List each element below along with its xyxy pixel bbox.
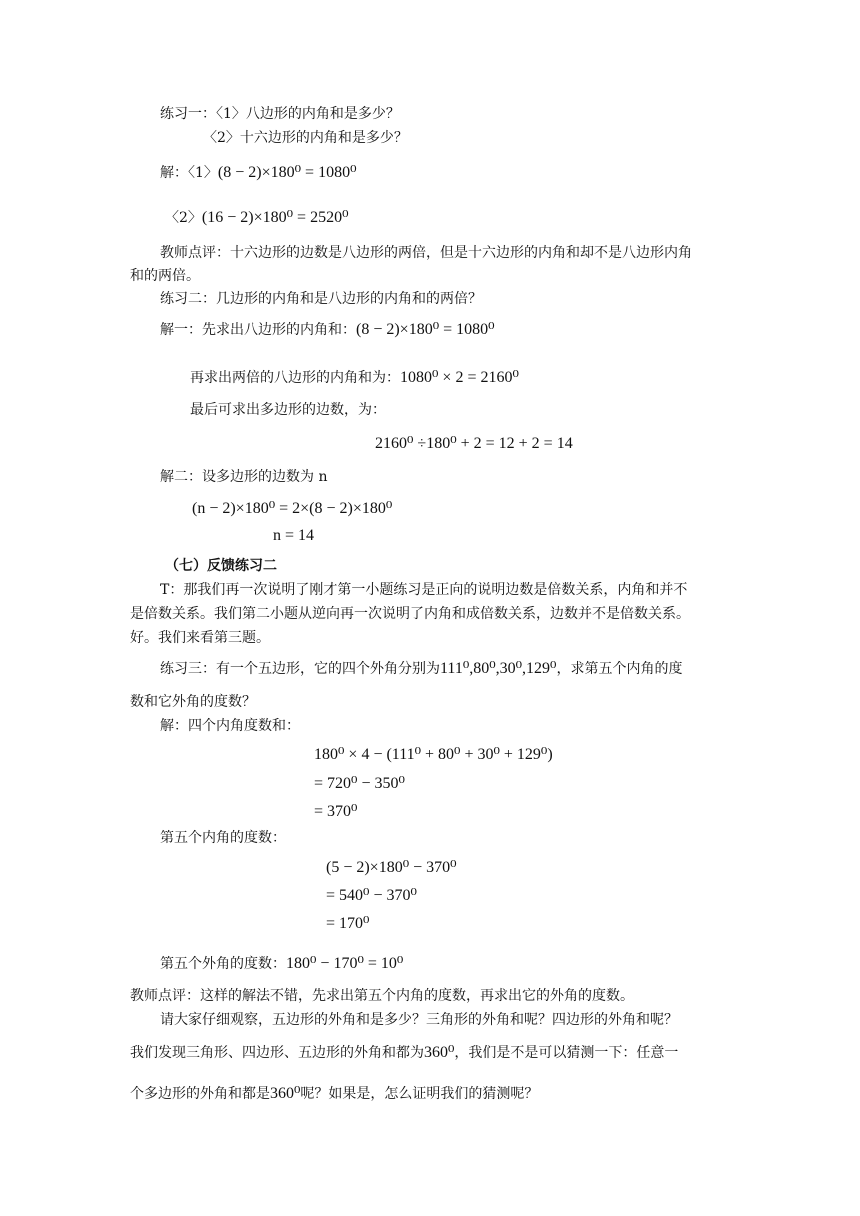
solution1-label: 解：〈1〉 xyxy=(160,165,218,181)
conclusion-line1-end: ，我们是不是可以猜测一下：任意一 xyxy=(454,1045,679,1061)
conclusion-line2-text: 个多边形的外角和都是 xyxy=(130,1086,270,1102)
exercise3-sum-math2: = 720⁰ − 350⁰ xyxy=(314,775,405,792)
exercise3-sum-math1: 180⁰ × 4 − (111⁰ + 80⁰ + 30⁰ + 129⁰) xyxy=(314,746,553,763)
exercise3-sum-math3: = 370⁰ xyxy=(314,803,358,820)
exercise1-q2: 〈2〉十六边形的内角和是多少？ xyxy=(203,130,408,146)
exercise3-fifth-exterior xyxy=(160,954,403,974)
conclusion-line1-math: 360⁰ xyxy=(424,1044,455,1061)
solution1-step2-label: 再求出两倍的八边形的内角和为： xyxy=(190,370,400,386)
conclusion-line1-text: 我们发现三角形、四边形、五边形的外角和都为 xyxy=(130,1045,424,1061)
solution1-math: (8 − 2)×180⁰ = 1080⁰ xyxy=(217,164,357,181)
section7-heading: （七）反馈练习二 xyxy=(165,558,277,574)
exercise3-q-angles: 111⁰,80⁰,30⁰,129⁰ xyxy=(440,660,557,677)
exercise2-question: 练习二：几边形的内角和是八边形的内角和的两倍？ xyxy=(160,291,482,307)
conclusion-line2 xyxy=(130,1084,538,1104)
exercise3-question-line1 xyxy=(160,659,682,679)
fifth-exterior-label: 第五个外角的度数： xyxy=(160,956,286,972)
solution2-label: 〈2〉 xyxy=(165,210,202,226)
observation-question: 请大家仔细观察，五边形的外角和是多少？三角形的外角和呢？四边形的外角和呢？ xyxy=(160,1012,678,1028)
fifth-exterior-math: 180⁰ − 170⁰ = 10⁰ xyxy=(286,955,404,972)
exercise2-solution1-step1 xyxy=(160,320,495,340)
exercise1-q1: 练习一：〈1〉八边形的内角和是多少？ xyxy=(160,106,400,122)
exercise3-interior-math2: = 540⁰ − 370⁰ xyxy=(326,887,417,904)
teacher-comment-1-line1: 教师点评：十六边形的边数是八边形的两倍，但是十六边形的内角和却不是八边形内角 xyxy=(160,245,692,261)
solution1-step2-math: 1080⁰ × 2 = 2160⁰ xyxy=(400,369,519,386)
solution2-math: (16 − 2)×180⁰ = 2520⁰ xyxy=(201,209,349,226)
exercise3-fifth-interior-label: 第五个内角的度数： xyxy=(160,830,286,846)
solution1-step1-label: 解一：先求出八边形的内角和： xyxy=(160,322,356,338)
exercise2-solution2-math1: (n − 2)×180⁰ = 2×(8 − 2)×180⁰ xyxy=(192,500,393,517)
exercise3-q-prefix: 练习三：有一个五边形，它的四个外角分别为 xyxy=(160,661,440,677)
exercise3-interior-math1: (5 − 2)×180⁰ − 370⁰ xyxy=(326,859,457,876)
exercise3-q-suffix: ，求第五个内角的度 xyxy=(556,661,683,677)
exercise2-solution1-step3: 最后可求出多边形的边数，为： xyxy=(190,402,386,418)
exercise3-interior-math3: = 170⁰ xyxy=(326,915,370,932)
exercise3-question-line2: 数和它外角的度数？ xyxy=(130,694,256,710)
teacher-comment-1-line2: 和的两倍。 xyxy=(130,268,200,284)
exercise1-solution1 xyxy=(160,163,356,183)
teacher-comment-3: 教师点评：这样的解法不错，先求出第五个内角的度数，再求出它的外角的度数。 xyxy=(130,988,634,1004)
exercise2-solution1-step3-math: 2160⁰ ÷180⁰ + 2 = 12 + 2 = 14 xyxy=(375,435,573,452)
conclusion-line1 xyxy=(130,1043,678,1063)
exercise3-solution-label: 解：四个内角度数和： xyxy=(160,718,300,734)
solution1-step1-math: (8 − 2)×180⁰ = 1080⁰ xyxy=(356,321,495,338)
exercise2-solution2-math2: n = 14 xyxy=(273,527,315,544)
exercise2-solution2-label: 解二：设多边形的边数为 n xyxy=(160,469,328,485)
section7-t-line2: 是倍数关系。我们第二小题从逆向再一次说明了内角和成倍数关系，边数并不是倍数关系。 xyxy=(130,606,690,622)
exercise2-solution1-step2 xyxy=(190,368,519,388)
section7-t-line3: 好。我们来看第三题。 xyxy=(130,630,270,646)
exercise1-solution2 xyxy=(165,208,348,228)
conclusion-line2-end: 呢？如果是，怎么证明我们的猜测呢？ xyxy=(300,1086,539,1102)
section7-t-line1: T：那我们再一次说明了刚才第一小题练习是正向的说明边数是倍数关系，内角和并不 xyxy=(160,582,688,598)
conclusion-line2-math: 360⁰ xyxy=(270,1085,301,1102)
